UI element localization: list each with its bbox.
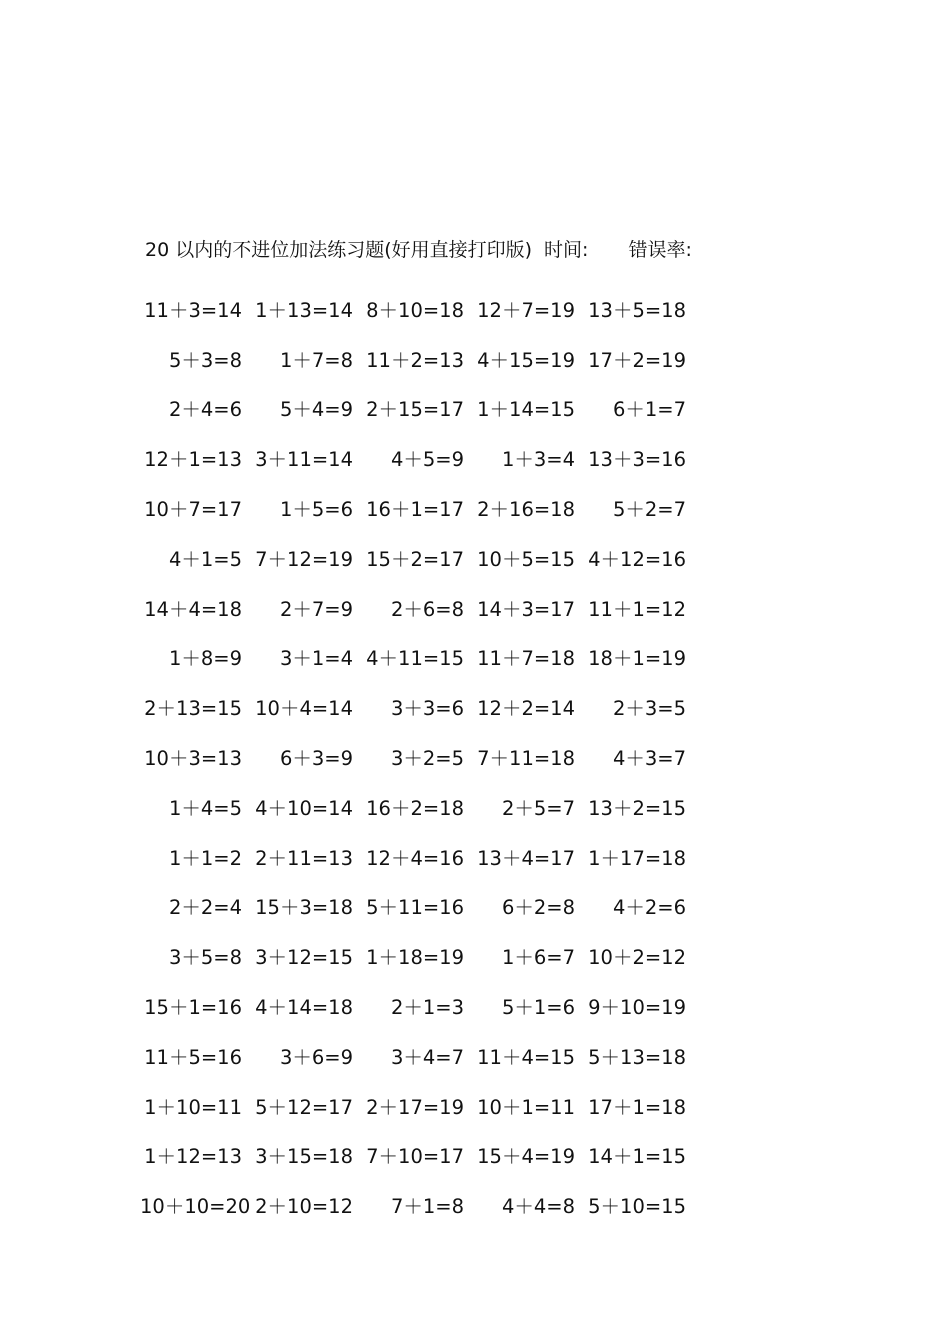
problem-equation: 4＋1=5: [168, 547, 242, 571]
problem-equation: 16＋2=18: [366, 796, 464, 820]
problem-equation: 11＋2=13: [366, 348, 464, 372]
problem-equation: 2＋4=6: [168, 398, 242, 422]
problem-equation: 7＋1=8: [390, 1195, 464, 1219]
problem-row: [140, 633, 740, 683]
problem-equation: 1＋10=11: [144, 1095, 242, 1119]
problem-equation: 13＋3=16: [588, 448, 686, 472]
problem-equation: 11＋1=12: [588, 597, 686, 621]
problem-equation: 7＋11=18: [477, 747, 575, 771]
problem-equation: 1＋3=4: [501, 448, 575, 472]
problem-equation: 2＋17=19: [366, 1095, 464, 1119]
problem-equation: 1＋13=14: [255, 298, 353, 322]
problem-equation: 4＋4=8: [501, 1195, 575, 1219]
problem-equation: 11＋4=15: [477, 1045, 575, 1069]
problem-equation: 16＋1=17: [366, 498, 464, 522]
problem-equation: 1＋4=5: [168, 796, 242, 820]
problem-equation: 17＋1=18: [588, 1095, 686, 1119]
problem-equation: 2＋2=4: [168, 896, 242, 920]
problem-equation: 5＋12=17: [255, 1095, 353, 1119]
problem-row: [140, 832, 740, 882]
problem-equation: 1＋7=8: [279, 348, 353, 372]
problem-equation: 10＋1=11: [477, 1095, 575, 1119]
problem-row: [140, 583, 740, 633]
problem-equation: 11＋5=16: [144, 1045, 242, 1069]
problem-equation: 10＋7=17: [144, 498, 242, 522]
problem-row: [140, 682, 740, 732]
problem-row: [140, 732, 740, 782]
problem-row: [140, 483, 740, 533]
problem-equation: 5＋2=7: [612, 498, 686, 522]
problem-equation: 14＋1=15: [588, 1145, 686, 1169]
problem-equation: 2＋10=12: [255, 1195, 353, 1219]
problem-equation: 3＋11=14: [255, 448, 353, 472]
problem-equation: 1＋6=7: [501, 946, 575, 970]
problem-equation: 15＋4=19: [477, 1145, 575, 1169]
problem-equation: 3＋12=15: [255, 946, 353, 970]
problem-equation: 10＋10=20: [140, 1195, 251, 1219]
problem-equation: 2＋1=3: [390, 996, 464, 1020]
problem-equation: 4＋11=15: [366, 647, 464, 671]
problem-equation: 6＋2=8: [501, 896, 575, 920]
problem-equation: 2＋15=17: [366, 398, 464, 422]
problem-equation: 5＋11=16: [366, 896, 464, 920]
problem-equation: 12＋1=13: [144, 448, 242, 472]
problem-equation: 3＋2=5: [390, 747, 464, 771]
problem-equation: 6＋3=9: [279, 747, 353, 771]
problem-equation: 2＋5=7: [501, 796, 575, 820]
problem-row: [140, 533, 740, 583]
problem-equation: 6＋1=7: [612, 398, 686, 422]
problem-row: [140, 433, 740, 483]
problem-equation: 9＋10=19: [588, 996, 686, 1020]
problem-grid: [140, 284, 740, 1230]
problem-row: [140, 334, 740, 384]
problem-row: [140, 1031, 740, 1081]
problem-equation: 4＋10=14: [255, 796, 353, 820]
problem-equation: 12＋7=19: [477, 298, 575, 322]
problem-equation: 15＋3=18: [255, 896, 353, 920]
problem-equation: 11＋7=18: [477, 647, 575, 671]
problem-equation: 18＋1=19: [588, 647, 686, 671]
problem-equation: 3＋15=18: [255, 1145, 353, 1169]
problem-equation: 2＋13=15: [144, 697, 242, 721]
problem-equation: 1＋8=9: [168, 647, 242, 671]
problem-equation: 17＋2=19: [588, 348, 686, 372]
problem-equation: 4＋12=16: [588, 547, 686, 571]
error-rate-label: 错误率:: [628, 239, 692, 261]
problem-equation: 1＋1=2: [168, 846, 242, 870]
problem-equation: 15＋2=17: [366, 547, 464, 571]
problem-row: [140, 384, 740, 434]
problem-equation: 12＋2=14: [477, 697, 575, 721]
problem-equation: 3＋6=9: [279, 1045, 353, 1069]
problem-equation: 14＋3=17: [477, 597, 575, 621]
problem-equation: 2＋11=13: [255, 846, 353, 870]
problem-equation: 15＋1=16: [144, 996, 242, 1020]
problem-row: [140, 882, 740, 932]
problem-equation: 4＋15=19: [477, 348, 575, 372]
problem-equation: 1＋12=13: [144, 1145, 242, 1169]
problem-equation: 2＋7=9: [279, 597, 353, 621]
problem-equation: 5＋3=8: [168, 348, 242, 372]
problem-row: [140, 981, 740, 1031]
problem-equation: 2＋16=18: [477, 498, 575, 522]
problem-equation: 13＋2=15: [588, 796, 686, 820]
problem-equation: 4＋14=18: [255, 996, 353, 1020]
problem-equation: 7＋12=19: [255, 547, 353, 571]
problem-equation: 12＋4=16: [366, 846, 464, 870]
problem-equation: 10＋2=12: [588, 946, 686, 970]
problem-row: [140, 284, 740, 334]
problem-row: [140, 1180, 740, 1230]
problem-equation: 1＋14=15: [477, 398, 575, 422]
problem-equation: 5＋10=15: [588, 1195, 686, 1219]
problem-equation: 3＋3=6: [390, 697, 464, 721]
page-title: 20 以内的不进位加法练习题(好用直接打印版): [145, 239, 533, 261]
problem-equation: 10＋3=13: [144, 747, 242, 771]
problem-equation: 4＋2=6: [612, 896, 686, 920]
problem-equation: 5＋4=9: [279, 398, 353, 422]
problem-equation: 3＋1=4: [279, 647, 353, 671]
problem-equation: 13＋4=17: [477, 846, 575, 870]
problem-equation: 4＋3=7: [612, 747, 686, 771]
problem-equation: 3＋5=8: [168, 946, 242, 970]
problem-equation: 5＋13=18: [588, 1045, 686, 1069]
problem-equation: 10＋4=14: [255, 697, 353, 721]
problem-equation: 1＋18=19: [366, 946, 464, 970]
problem-row: [140, 1131, 740, 1181]
problem-equation: 1＋17=18: [588, 846, 686, 870]
problem-row: [140, 1081, 740, 1131]
problem-equation: 3＋4=7: [390, 1045, 464, 1069]
problem-equation: 10＋5=15: [477, 547, 575, 571]
problem-equation: 5＋1=6: [501, 996, 575, 1020]
problem-equation: 11＋3=14: [144, 298, 242, 322]
problem-equation: 2＋6=8: [390, 597, 464, 621]
problem-equation: 2＋3=5: [612, 697, 686, 721]
problem-equation: 14＋4=18: [144, 597, 242, 621]
problem-equation: 4＋5=9: [390, 448, 464, 472]
problem-equation: 13＋5=18: [588, 298, 686, 322]
problem-equation: 7＋10=17: [366, 1145, 464, 1169]
problem-row: [140, 782, 740, 832]
worksheet-header: [145, 235, 692, 262]
time-label: 时间:: [544, 239, 589, 261]
problem-equation: 8＋10=18: [366, 298, 464, 322]
problem-row: [140, 931, 740, 981]
problem-equation: 1＋5=6: [279, 498, 353, 522]
